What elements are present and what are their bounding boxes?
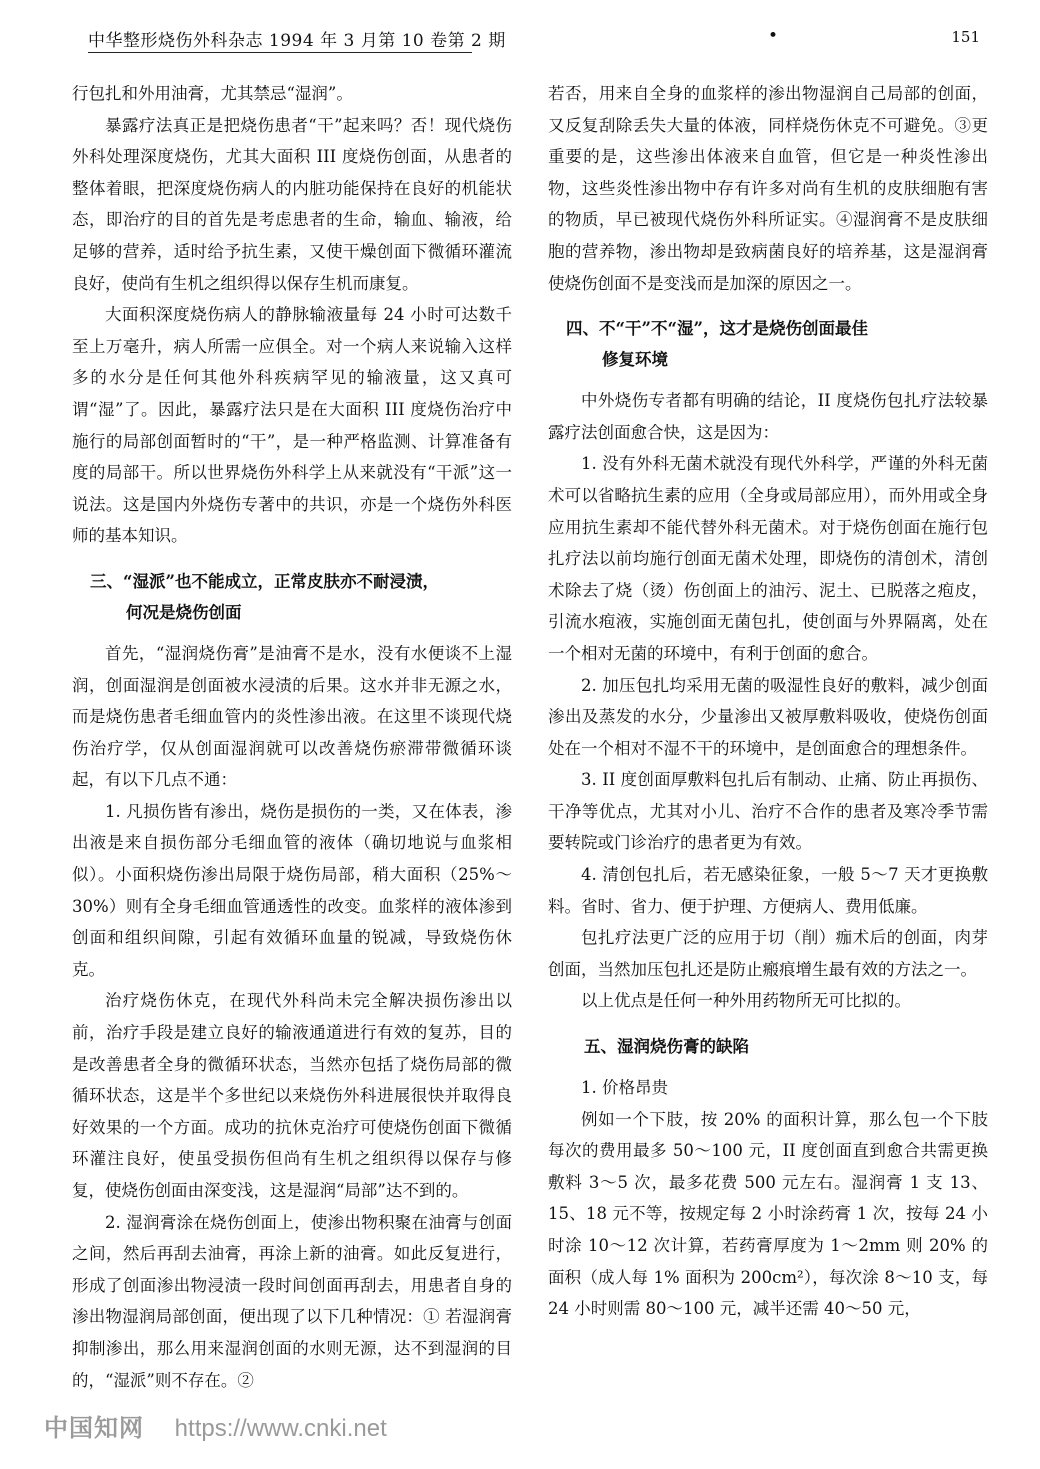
section-heading-line: 何况是烧伤创面 [126, 602, 242, 622]
paragraph: 例如一个下肢，按 20% 的面积计算，那么包一个下肢每次的费用最多 50～100 元，II 度创面直到愈合共需更换敷料 3～5 次，最多花费 500 元左右。湿润膏 1 支 13、15、18 元不等，按规定每 2 小时涂药膏 1 次，按每 24 小时涂 10～12 次计算，若药膏厚度为 1～2mm 则 20% 的面积（成人每 1% 面积为 200cm²），每次涂 8～10 支，每 24 小时则需 80～100 元，减半还需 40～50 元， [548, 1109, 988, 1319]
section-heading-line: 四、不“干”不“湿”，这才是烧伤创面最佳 [566, 319, 868, 339]
section-heading-4 [548, 313, 988, 375]
paragraph: 4. 清创包扎后，若无感染征象，一般 5～7 天才更换敷料。省时、省力、便于护理、方便病人、费用低廉。 [548, 865, 988, 916]
paragraph: 中外烧伤专者都有明确的结论，II 度烧伤包扎疗法较暴露疗法创面愈合快，这是因为： [548, 391, 988, 442]
header-rule [88, 52, 472, 53]
paragraph: 暴露疗法真正是把烧伤患者“干”起来吗？否！现代烧伤外科处理深度烧伤，尤其大面积 III 度烧伤创面，从患者的整体着眼，把深度烧伤病人的内脏功能保持在良好的机能状态，即治疗的目的首先是考虑患者的生命，输血、输液，给足够的营养，适时给予抗生素，又使干燥创面下微循环灌流良好，使尚有生机之组织得以保存生机而康复。 [72, 115, 512, 293]
paragraph: 2. 加压包扎均采用无菌的吸湿性良好的敷料，减少创面渗出及蒸发的水分，少量渗出又被厚敷料吸收，使烧伤创面处在一个相对不湿不干的环境中，是创面愈合的理想条件。 [548, 675, 988, 758]
section-heading-line: 修复环境 [602, 350, 668, 370]
watermark-cn: 中国知网 [44, 1415, 144, 1442]
left-column [72, 78, 512, 1396]
journal-citation: 中华整形烧伤外科杂志 1994 年 3 月第 10 卷第 2 期 [88, 31, 506, 51]
paragraph: 治疗烧伤休克，在现代外科尚未完全解决损伤渗出以前，治疗手段是建立良好的输液通道进行有效的复苏，目的是改善患者全身的微循环状态，当然亦包括了烧伤局部的微循环状态，这是半个多世纪以来烧伤外科进展很快并取得良好效果的一个方面。成功的抗休克治疗可使烧伤创面下微循环灌注良好，使虽受损伤但尚有生机之组织得以保存与修复，使烧伤创面由深变浅，这是湿润“局部”达不到的。 [72, 991, 512, 1200]
section-heading-line: 三、“湿派”也不能成立，正常皮肤亦不耐浸渍， [90, 571, 439, 591]
right-column [548, 78, 988, 1325]
paragraph: 2. 湿润膏涂在烧伤创面上，使渗出物积聚在油膏与创面之间，然后再刮去油膏，再涂上新的油膏。如此反复进行，形成了创面渗出物浸渍一段时间创面再刮去，用患者自身的渗出物湿润局部创面，便出现了以下几种情况：① 若湿润膏抑制渗出，那么用来湿润创面的水则无源，达不到湿润的目的，“湿派”则不存在。② [72, 1212, 512, 1390]
paragraph: 首先，“湿润烧伤膏”是油膏不是水，没有水便谈不上湿润，创面湿润是创面被水浸渍的后果。这水并非无源之水，而是烧伤患者毛细血管内的炎性渗出液。在这里不谈现代烧伤治疗学，仅从创面湿润就可以改善烧伤瘀滞带微循环谈起，有以下几点不通： [72, 643, 512, 790]
section-heading-3 [72, 566, 512, 628]
paragraph: 若否，用来自全身的血浆样的渗出物湿润自己局部的创面，又反复刮除丢失大量的体液，同样烧伤休克不可避免。③更重要的是，这些渗出体液来自血管，但它是一种炎性渗出物，这些炎性渗出物中存有许多对尚有生机的皮肤细胞有害的物质，早已被现代烧伤外科所证实。④湿润膏不是皮肤细胞的营养物，渗出物却是致病菌良好的培养基，这是湿润膏使烧伤创面不是变浅而是加深的原因之一。 [548, 84, 988, 293]
running-header [88, 26, 992, 54]
cnki-watermark [44, 1408, 387, 1443]
paragraph: 1. 凡损伤皆有渗出，烧伤是损伤的一类，又在体表，渗出液是来自损伤部分毛细血管的液体（确切地说与血浆相似）。小面积烧伤渗出局限于烧伤局部，稍大面积（25%～30%）则有全身毛细血管通透性的改变。血浆样的液体渗到创面和组织间隙，引起有效循环血量的锐减，导致烧伤休克。 [72, 801, 512, 979]
paragraph: 以上优点是任何一种外用药物所无可比拟的。 [581, 991, 911, 1011]
watermark-url: https://www.cnki.net [174, 1415, 387, 1442]
header-bullet: • [768, 26, 779, 46]
paragraph: 1. 没有外科无菌术就没有现代外科学，严谨的外科无菌术可以省略抗生素的应用（全身或局部应用），而外用或全身应用抗生素却不能代替外科无菌术。对于烧伤创面在施行包扎疗法以前均施行创面无菌术处理，即烧伤的清创术，清创术除去了烧（烫）伤创面上的油污、泥土、已脱落之疱皮，引流水疱液，实施创面无菌包扎，使创面与外界隔离，处在一个相对无菌的环境中，有利于创面的愈合。 [548, 454, 988, 663]
section-heading-5: 五、湿润烧伤膏的缺陷 [584, 1037, 749, 1057]
paragraph: 1. 价格昂贵 [581, 1078, 668, 1098]
paragraph: 3. II 度创面厚敷料包扎后有制动、止痛、防止再损伤、干净等优点，尤其对小儿、治疗不合作的患者及寒冷季节需要转院或门诊治疗的患者更为有效。 [548, 770, 988, 853]
paragraph: 大面积深度烧伤病人的静脉输液量每 24 小时可达数千至上万毫升，病人所需一应俱全。对一个病人来说输入这样多的水分是任何其他外科疾病罕见的输液量，这又真可谓“湿”了。因此，暴露疗法只是在大面积 III 度烧伤治疗中施行的局部创面暂时的“干”，是一种严格监测、计算准备有度的局部干。所以世界烧伤外科学上从来就没有“干派”这一说法。这是国内外烧伤专著中的共识，亦是一个烧伤外科医师的基本知识。 [72, 305, 512, 546]
paragraph: 包扎疗法更广泛的应用于切（削）痂术后的创面，肉芽创面，当然加压包扎还是防止瘢痕增生最有效的方法之一。 [548, 928, 988, 979]
page-number: 151 [951, 28, 980, 46]
paragraph: 行包扎和外用油膏，尤其禁忌“湿润”。 [72, 84, 353, 103]
